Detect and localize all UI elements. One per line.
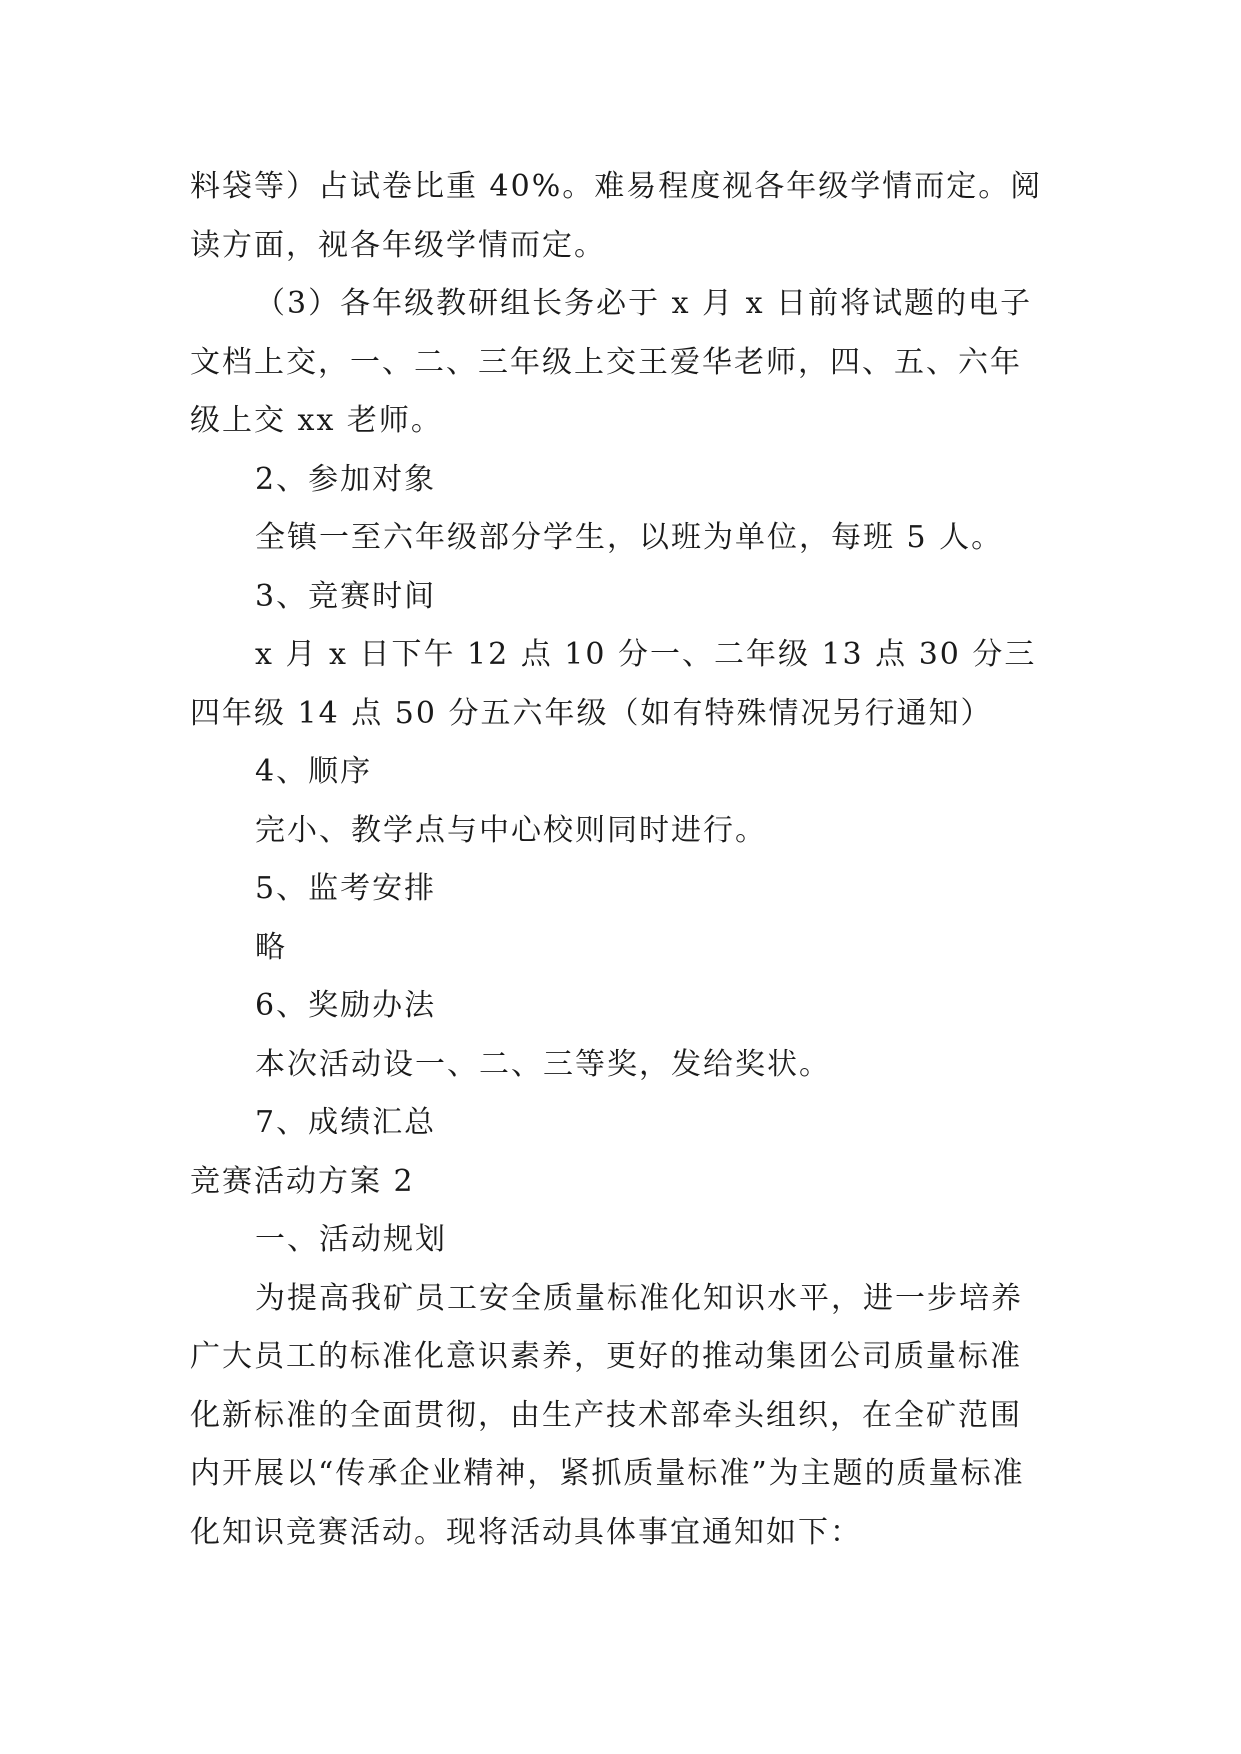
paragraph-order: 完小、教学点与中心校则同时进行。 — [255, 812, 767, 848]
paragraph-participants: 全镇一至六年级部分学生，以班为单位，每班 5 人。 — [255, 520, 1004, 555]
heading-rewards: 6、奖励办法 — [255, 988, 437, 1023]
heading-activity-plan: 一、活动规划 — [255, 1222, 447, 1257]
document-body — [190, 158, 1052, 1562]
paragraph-rewards: 本次活动设一、二、三等奖，发给奖状。 — [255, 1046, 831, 1082]
heading-order: 4、顺序 — [255, 754, 373, 789]
heading-time: 3、竞赛时间 — [255, 578, 437, 614]
paragraph-test-weight: 料袋等）占试卷比重 40%。难易程度视各年级学情而定。阅读方面，视各年级学情而定。 — [190, 169, 1043, 263]
heading-proctoring: 5、监考安排 — [255, 871, 437, 906]
heading-scores: 7、成绩汇总 — [255, 1105, 437, 1140]
paragraph-proctoring: 略 — [255, 929, 287, 965]
paragraph-time: x 月 x 日下午 12 点 10 分一、二年级 13 点 30 分三四年级 14 点 50 分五六年级（如有特殊情况另行通知） — [190, 637, 1037, 731]
heading-participants: 2、参加对象 — [255, 461, 437, 497]
paragraph-submission: （3）各年级教研组长务必于 x 月 x 日前将试题的电子文档上交，一、二、三年级上交王爱华老师，四、五、六年级上交 xx 老师。 — [190, 286, 1033, 438]
section-title-plan-2: 竞赛活动方案 2 — [190, 1163, 415, 1199]
paragraph-activity-intro: 为提高我矿员工安全质量标准化知识水平，进一步培养广大员工的标准化意识素养，更好的推动集团公司质量标准化新标准的全面贯彻，由生产技术部牵头组织，在全矿范围内开展以“传承企业精神，紧抓质量标准”为主题的质量标准化知识竞赛活动。现将活动具体事宜通知如下： — [190, 1280, 1025, 1550]
